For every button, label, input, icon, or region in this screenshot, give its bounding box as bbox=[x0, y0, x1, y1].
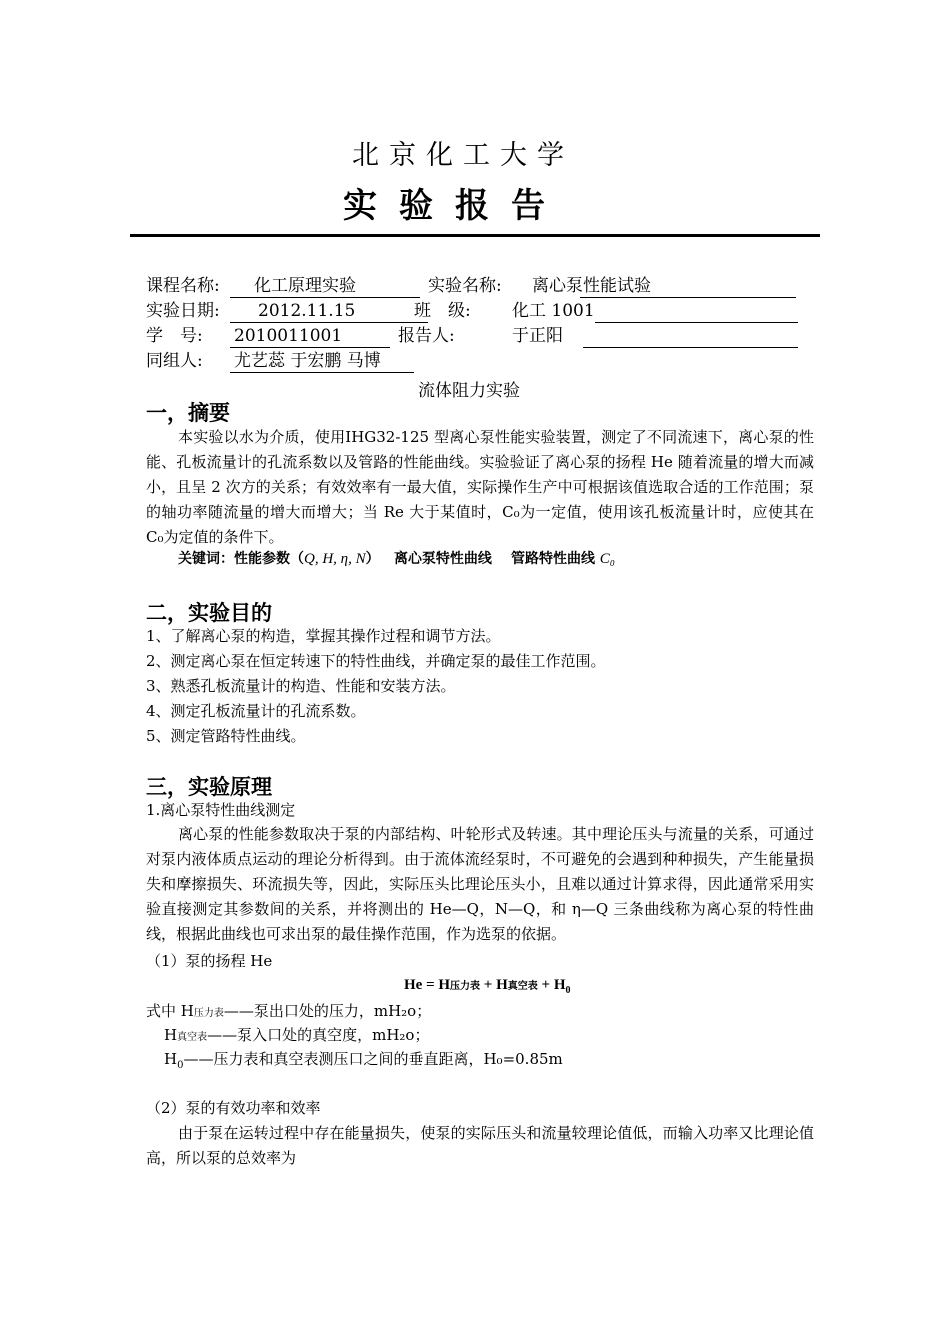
abstract-heading: 一，摘要 bbox=[146, 401, 230, 425]
group-label: 同组人: bbox=[146, 351, 203, 371]
keyword-pump-curve: 离心泵特性曲线 bbox=[393, 551, 492, 567]
class-underline bbox=[595, 322, 798, 323]
principle-body-1: 离心泵的性能参数取决于泵的内部结构、叶轮形式及转速。其中理论压头与流量的关系，可通过对泵内液体质点运动的理论分析得到。由于流体流经泵时，不可避免的会遇到种种损失，产生能量损失和摩擦损失、环流损失等，因此，实际压头比理论压头小，且难以通过计算求得，因此通常采用实验直接测定其参数间的关系，并将测出的 He—Q，N—Q，和 η—Q 三条曲线称为离心泵的特性曲线，根据此曲线也可求出泵的最佳操作范围，作为选泵的依据。 bbox=[146, 825, 814, 943]
formula-lhs: He = H bbox=[404, 977, 451, 993]
formula-sub-vacuum: 真空表 bbox=[507, 981, 538, 992]
def-vacuum-sub: 真空表 bbox=[177, 1032, 208, 1043]
university-name: 北京化工大学 bbox=[352, 140, 574, 171]
class-value: 化工 1001 bbox=[512, 301, 595, 321]
def-pressure-sub: 压力表 bbox=[193, 1008, 224, 1019]
group-underline bbox=[230, 372, 414, 373]
id-label: 学 号: bbox=[146, 326, 203, 346]
reporter-value: 于正阳 bbox=[512, 326, 563, 346]
reporter-label: 报告人: bbox=[398, 326, 455, 346]
exp-name-underline bbox=[580, 297, 796, 298]
purpose-item-4: 4、测定孔板流量计的孔流系数。 bbox=[146, 702, 366, 720]
keywords-symbols: Q, H, η, N bbox=[304, 551, 366, 567]
date-underline bbox=[230, 322, 428, 323]
keyword-pipe-curve: 管路特性曲线 bbox=[511, 551, 596, 567]
head-formula bbox=[404, 977, 570, 996]
reporter-underline bbox=[583, 347, 798, 348]
def-height-sub: 0 bbox=[177, 1060, 184, 1071]
formula-end: + H bbox=[537, 977, 566, 993]
group-value: 尤艺蕊 于宏鹏 马博 bbox=[234, 351, 381, 371]
class-label: 班 级: bbox=[414, 301, 471, 321]
principle-heading: 三，实验原理 bbox=[146, 775, 272, 799]
pump-head-item: （1）泵的扬程 He bbox=[146, 952, 273, 970]
id-underline bbox=[230, 347, 390, 348]
formula-sub-pressure: 压力表 bbox=[450, 981, 481, 992]
report-title: 实验报告 bbox=[343, 186, 567, 226]
date-label: 实验日期: bbox=[146, 301, 220, 321]
date-value: 2012.11.15 bbox=[258, 301, 356, 321]
exp-name-value: 离心泵性能试验 bbox=[532, 276, 651, 296]
keywords-close: ） bbox=[365, 551, 380, 567]
def-height-text: ——压力表和真空表测压口之间的垂直距离，H₀=0.85m bbox=[183, 1050, 563, 1068]
def-pressure-text: ——泵出口处的压力，mH₂o； bbox=[223, 1002, 432, 1020]
keywords-label: 关键词：性能参数（ bbox=[178, 551, 304, 567]
purpose-item-2: 2、测定离心泵在恒定转速下的特性曲线，并确定泵的最佳工作范围。 bbox=[146, 652, 606, 670]
header-divider bbox=[130, 234, 820, 237]
def-vacuum-pre: H bbox=[164, 1026, 178, 1044]
def-pressure-pre: 式中 H bbox=[146, 1002, 194, 1020]
purpose-item-5: 5、测定管路特性曲线。 bbox=[146, 727, 306, 745]
definition-height bbox=[164, 1048, 563, 1071]
purpose-item-3: 3、熟悉孔板流量计的构造、性能和安装方法。 bbox=[146, 677, 456, 695]
formula-sub-zero: 0 bbox=[565, 985, 571, 996]
course-underline bbox=[230, 297, 420, 298]
power-efficiency-item: （2）泵的有效功率和效率 bbox=[146, 1099, 321, 1117]
course-value: 化工原理实验 bbox=[254, 276, 356, 296]
experiment-subtitle: 流体阻力实验 bbox=[418, 381, 520, 401]
definition-pressure bbox=[146, 1000, 431, 1021]
abstract-body: 本实验以水为介质，使用IHG32-125 型离心泵性能实验装置，测定了不同流速下，离心泵的性能、孔板流量计的孔流系数以及管路的性能曲线。实验验证了离心泵的扬程 He 随着流量的增大而减小，且呈 2 次方的关系；有效效率有一最大值，实际操作生产中可根据该值选取合适的工作范围；泵的轴功率随流量的增大而增大；当 Re 大于某值时，C₀为一定值，使用该孔板流量计时，应使其在 C₀为定值的条件下。 bbox=[146, 428, 814, 546]
purpose-item-1: 1、了解离心泵的构造，掌握其操作过程和调节方法。 bbox=[146, 627, 501, 645]
keywords-line bbox=[178, 548, 615, 568]
id-value: 2010011001 bbox=[234, 326, 343, 346]
principle-body-2: 由于泵在运转过程中存在能量损失，使泵的实际压头和流量较理论值低，而输入功率又比理论值高，所以泵的总效率为 bbox=[146, 1124, 814, 1167]
principle-subheading: 1.离心泵特性曲线测定 bbox=[146, 801, 296, 819]
keyword-c0: C₀ bbox=[599, 551, 616, 567]
course-label: 课程名称: bbox=[146, 276, 220, 296]
purpose-heading: 二，实验目的 bbox=[146, 601, 272, 625]
formula-mid: + H bbox=[480, 977, 508, 993]
definition-vacuum bbox=[164, 1024, 429, 1045]
def-vacuum-text: ——泵入口处的真空度，mH₂o； bbox=[207, 1026, 430, 1044]
exp-name-label: 实验名称: bbox=[428, 276, 502, 296]
def-height-pre: H bbox=[164, 1050, 178, 1068]
